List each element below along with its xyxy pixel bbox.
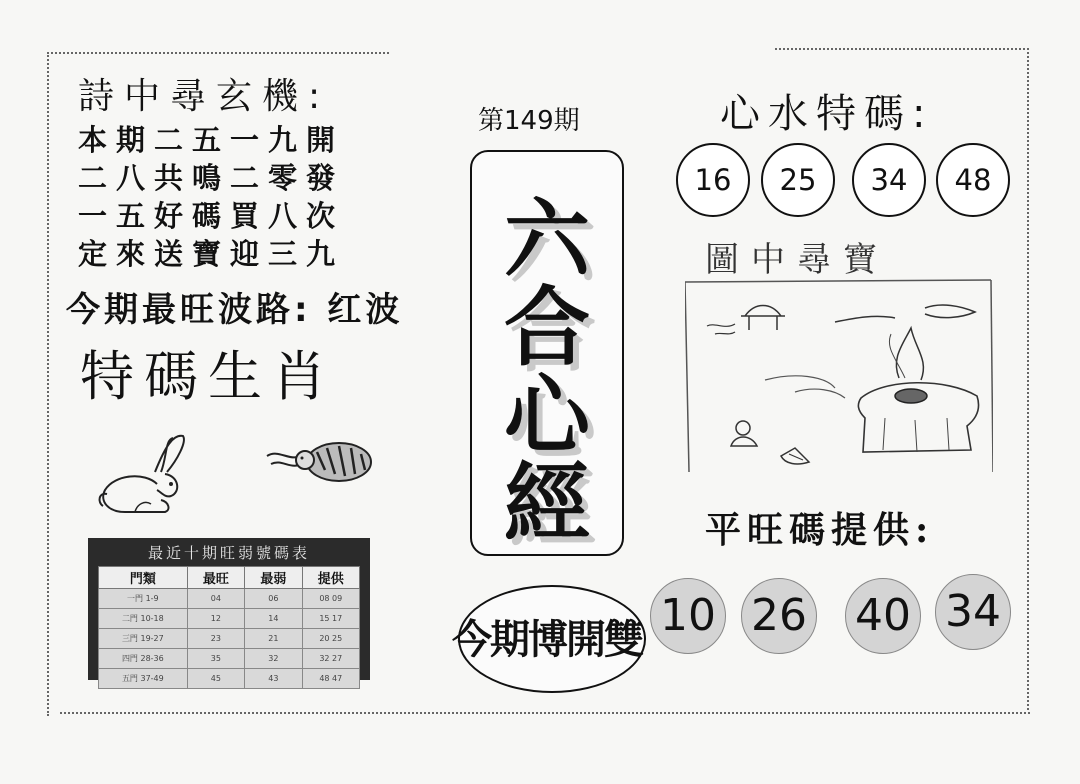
number-ball: 34 xyxy=(935,574,1011,650)
table-header: 最旺 xyxy=(187,567,244,589)
zodiac-title: 特碼生肖 xyxy=(80,345,336,408)
table-cell: 43 xyxy=(245,669,302,689)
table-row xyxy=(99,609,360,629)
brand-char: 六 xyxy=(504,190,590,290)
table-cell: 04 xyxy=(187,589,244,609)
table-cell: 23 xyxy=(187,629,244,649)
table-cell: 二門 10-18 xyxy=(99,609,188,629)
hot-wave-line: 今期最旺波路: 红波 xyxy=(66,290,404,330)
number-ball: 26 xyxy=(741,578,817,654)
number-ball: 16 xyxy=(676,143,750,217)
brand-char: 經 xyxy=(504,454,590,554)
treasure-title: 圖中尋寶 xyxy=(705,240,889,280)
poem-line: 本期二五一九開 xyxy=(78,123,345,157)
table-cell: 32 27 xyxy=(302,649,359,669)
table-header-row xyxy=(99,567,360,589)
table-cell: 20 25 xyxy=(302,629,359,649)
table-cell: 35 xyxy=(187,649,244,669)
table-row xyxy=(99,589,360,609)
table-cell: 12 xyxy=(187,609,244,629)
number-ball: 40 xyxy=(845,578,921,654)
table-header: 門類 xyxy=(99,567,188,589)
table-cell: 21 xyxy=(245,629,302,649)
table-cell: 32 xyxy=(245,649,302,669)
table-row xyxy=(99,629,360,649)
rabbit-illustration xyxy=(95,432,190,514)
brand-title-box xyxy=(470,150,624,556)
table-header: 提供 xyxy=(302,567,359,589)
table-cell: 四門 28-36 xyxy=(99,649,188,669)
table-cell: 三門 19-27 xyxy=(99,629,188,649)
stats-table-title: 最近十期旺弱號碼表 xyxy=(147,544,310,562)
puzzle-picture xyxy=(685,278,993,474)
table-cell: 45 xyxy=(187,669,244,689)
bottom-frame-line xyxy=(60,712,1030,714)
table-row xyxy=(99,669,360,689)
brand-char: 合 xyxy=(504,278,590,378)
table-cell: 08 09 xyxy=(302,589,359,609)
tiger-illustration xyxy=(265,434,375,486)
table-cell: 一門 1-9 xyxy=(99,589,188,609)
table-cell: 14 xyxy=(245,609,302,629)
number-ball: 48 xyxy=(936,143,1010,217)
stats-table xyxy=(98,566,360,689)
poem-line: 一五好碼買八次 xyxy=(78,199,345,233)
table-header: 最弱 xyxy=(245,567,302,589)
number-ball: 10 xyxy=(650,578,726,654)
table-cell: 五門 37-49 xyxy=(99,669,188,689)
bet-text: 今期博開雙 xyxy=(452,616,642,663)
table-cell: 48 47 xyxy=(302,669,359,689)
heart-numbers-title: 心水特碼: xyxy=(720,91,934,137)
table-row xyxy=(99,649,360,669)
table-cell: 15 17 xyxy=(302,609,359,629)
flat-numbers-title: 平旺碼提供: xyxy=(705,509,935,551)
poem-line: 定來送寶迎三九 xyxy=(78,237,345,271)
stats-table-panel xyxy=(88,538,370,683)
table-cell: 06 xyxy=(245,589,302,609)
brand-char: 心 xyxy=(504,366,590,466)
poem-line: 二八共鳴二零發 xyxy=(78,161,345,195)
number-ball: 34 xyxy=(852,143,926,217)
number-ball: 25 xyxy=(761,143,835,217)
poem-title: 詩中尋玄機: xyxy=(78,76,331,117)
period-number: 第149期 xyxy=(478,106,580,136)
